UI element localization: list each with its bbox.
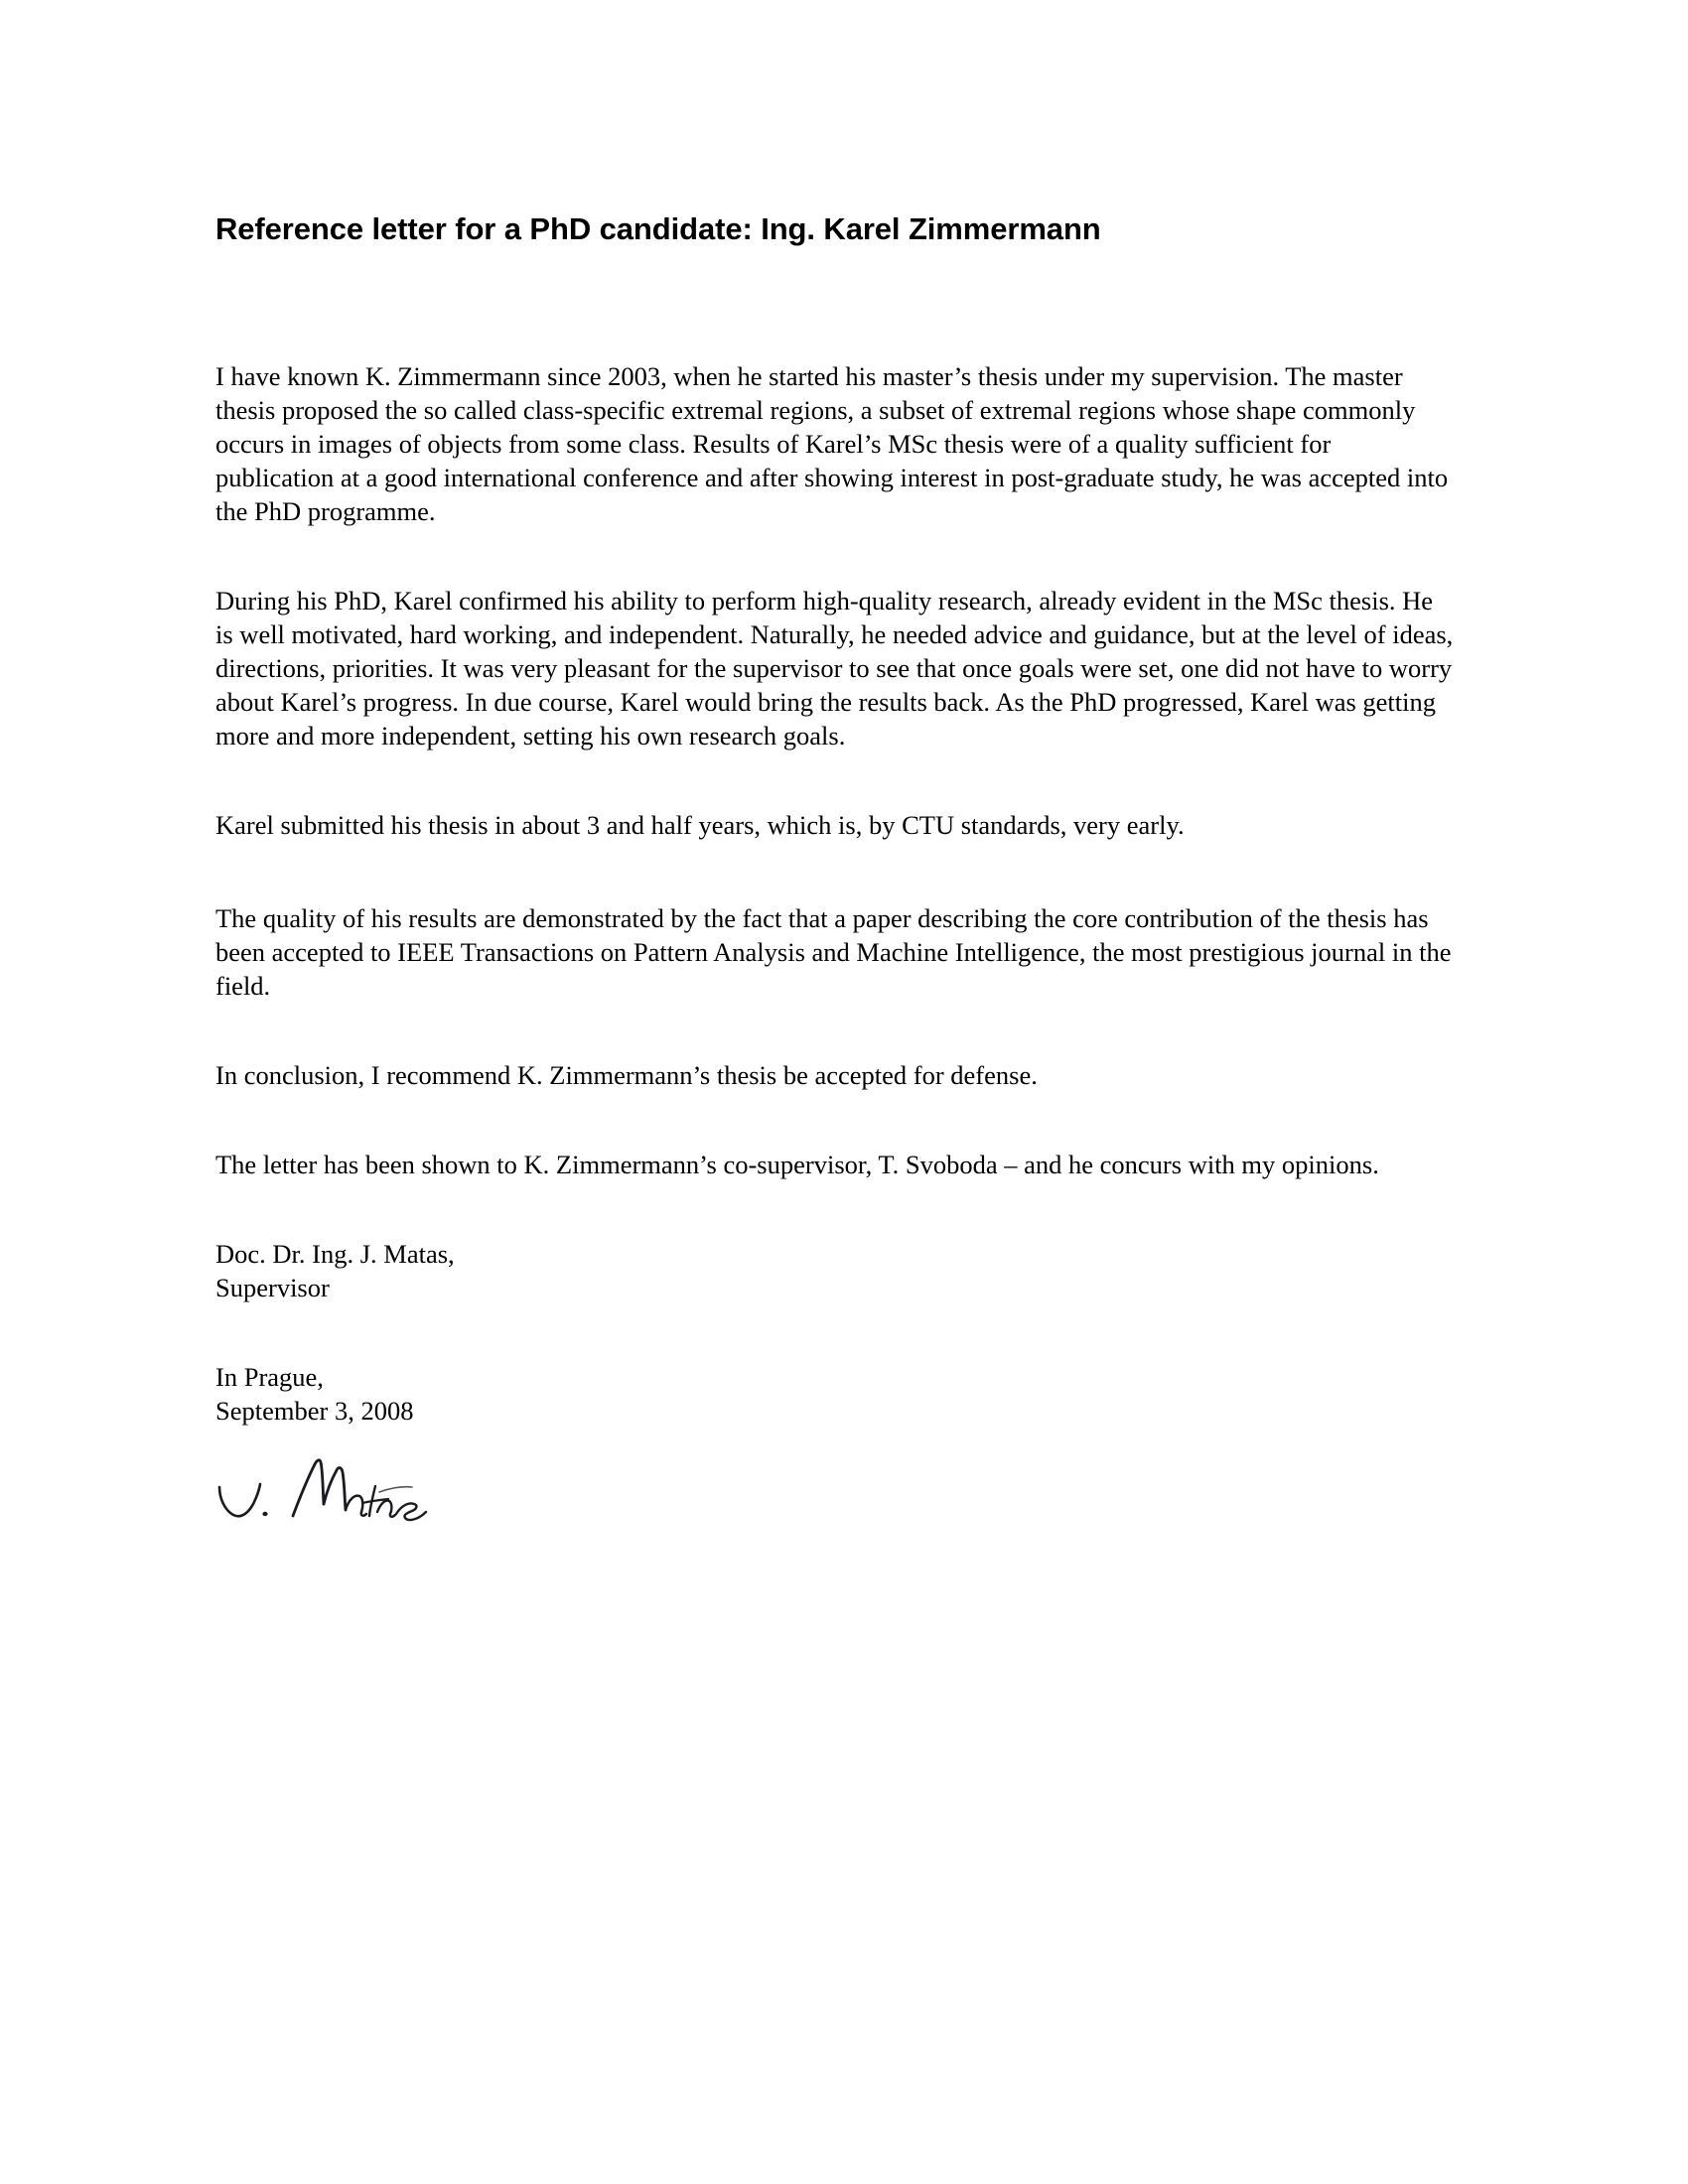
signature xyxy=(176,1434,434,1534)
signoff-role: Supervisor xyxy=(215,1273,330,1302)
paragraph-intro: I have known K. Zimmermann since 2003, when he started his master’s thesis under my supervision. The master thesis proposed the so called class-specific extremal regions, a subset of extremal regions whose shape commonly occurs in images of objects from some class. Results of Karel’s MSc thesis were of a quality sufficient for publication at a good international conference and after showing interest in post-graduate study, he was accepted into the PhD programme. xyxy=(215,361,1449,526)
signature-ink xyxy=(176,1434,434,1534)
paragraph-publication-quality: The quality of his results are demonstrated by the fact that a paper describing the core contribution of the thesis has been accepted to IEEE Transactions on Pattern Analysis and Machine Intelligence, the most prestigious journal in the field. xyxy=(215,903,1452,1001)
letter-body xyxy=(215,359,1455,1453)
paragraph-cosupervisor: The letter has been shown to K. Zimmermann’s co-supervisor, T. Svoboda – and he concurs with my opinions. xyxy=(215,1150,1379,1179)
signoff-name: Doc. Dr. Ing. J. Matas, xyxy=(215,1239,455,1269)
paragraph-submission-timing: Karel submitted his thesis in about 3 and half years, which is, by CTU standards, very early. xyxy=(215,810,1185,840)
paragraph-conclusion: In conclusion, I recommend K. Zimmermann’s thesis be accepted for defense. xyxy=(215,1060,1038,1090)
signoff-place: In Prague, xyxy=(215,1362,324,1392)
page-title: Reference letter for a PhD candidate: Ing. Karel Zimmermann xyxy=(215,211,1101,246)
signoff-date: September 3, 2008 xyxy=(215,1396,414,1426)
paragraph-phd-work: During his PhD, Karel confirmed his ability to perform high-quality research, already evident in the MSc thesis. He is well motivated, hard working, and independent. Naturally, he needed advice and guidance, but at the level of ideas, directions, priorities. It was very pleasant for the supervisor to see that once goals were set, one did not have to worry about Karel’s progress. In due course, Karel would bring the results back. As the PhD progressed, Karel was getting more and more independent, setting his own research goals. xyxy=(215,586,1454,751)
